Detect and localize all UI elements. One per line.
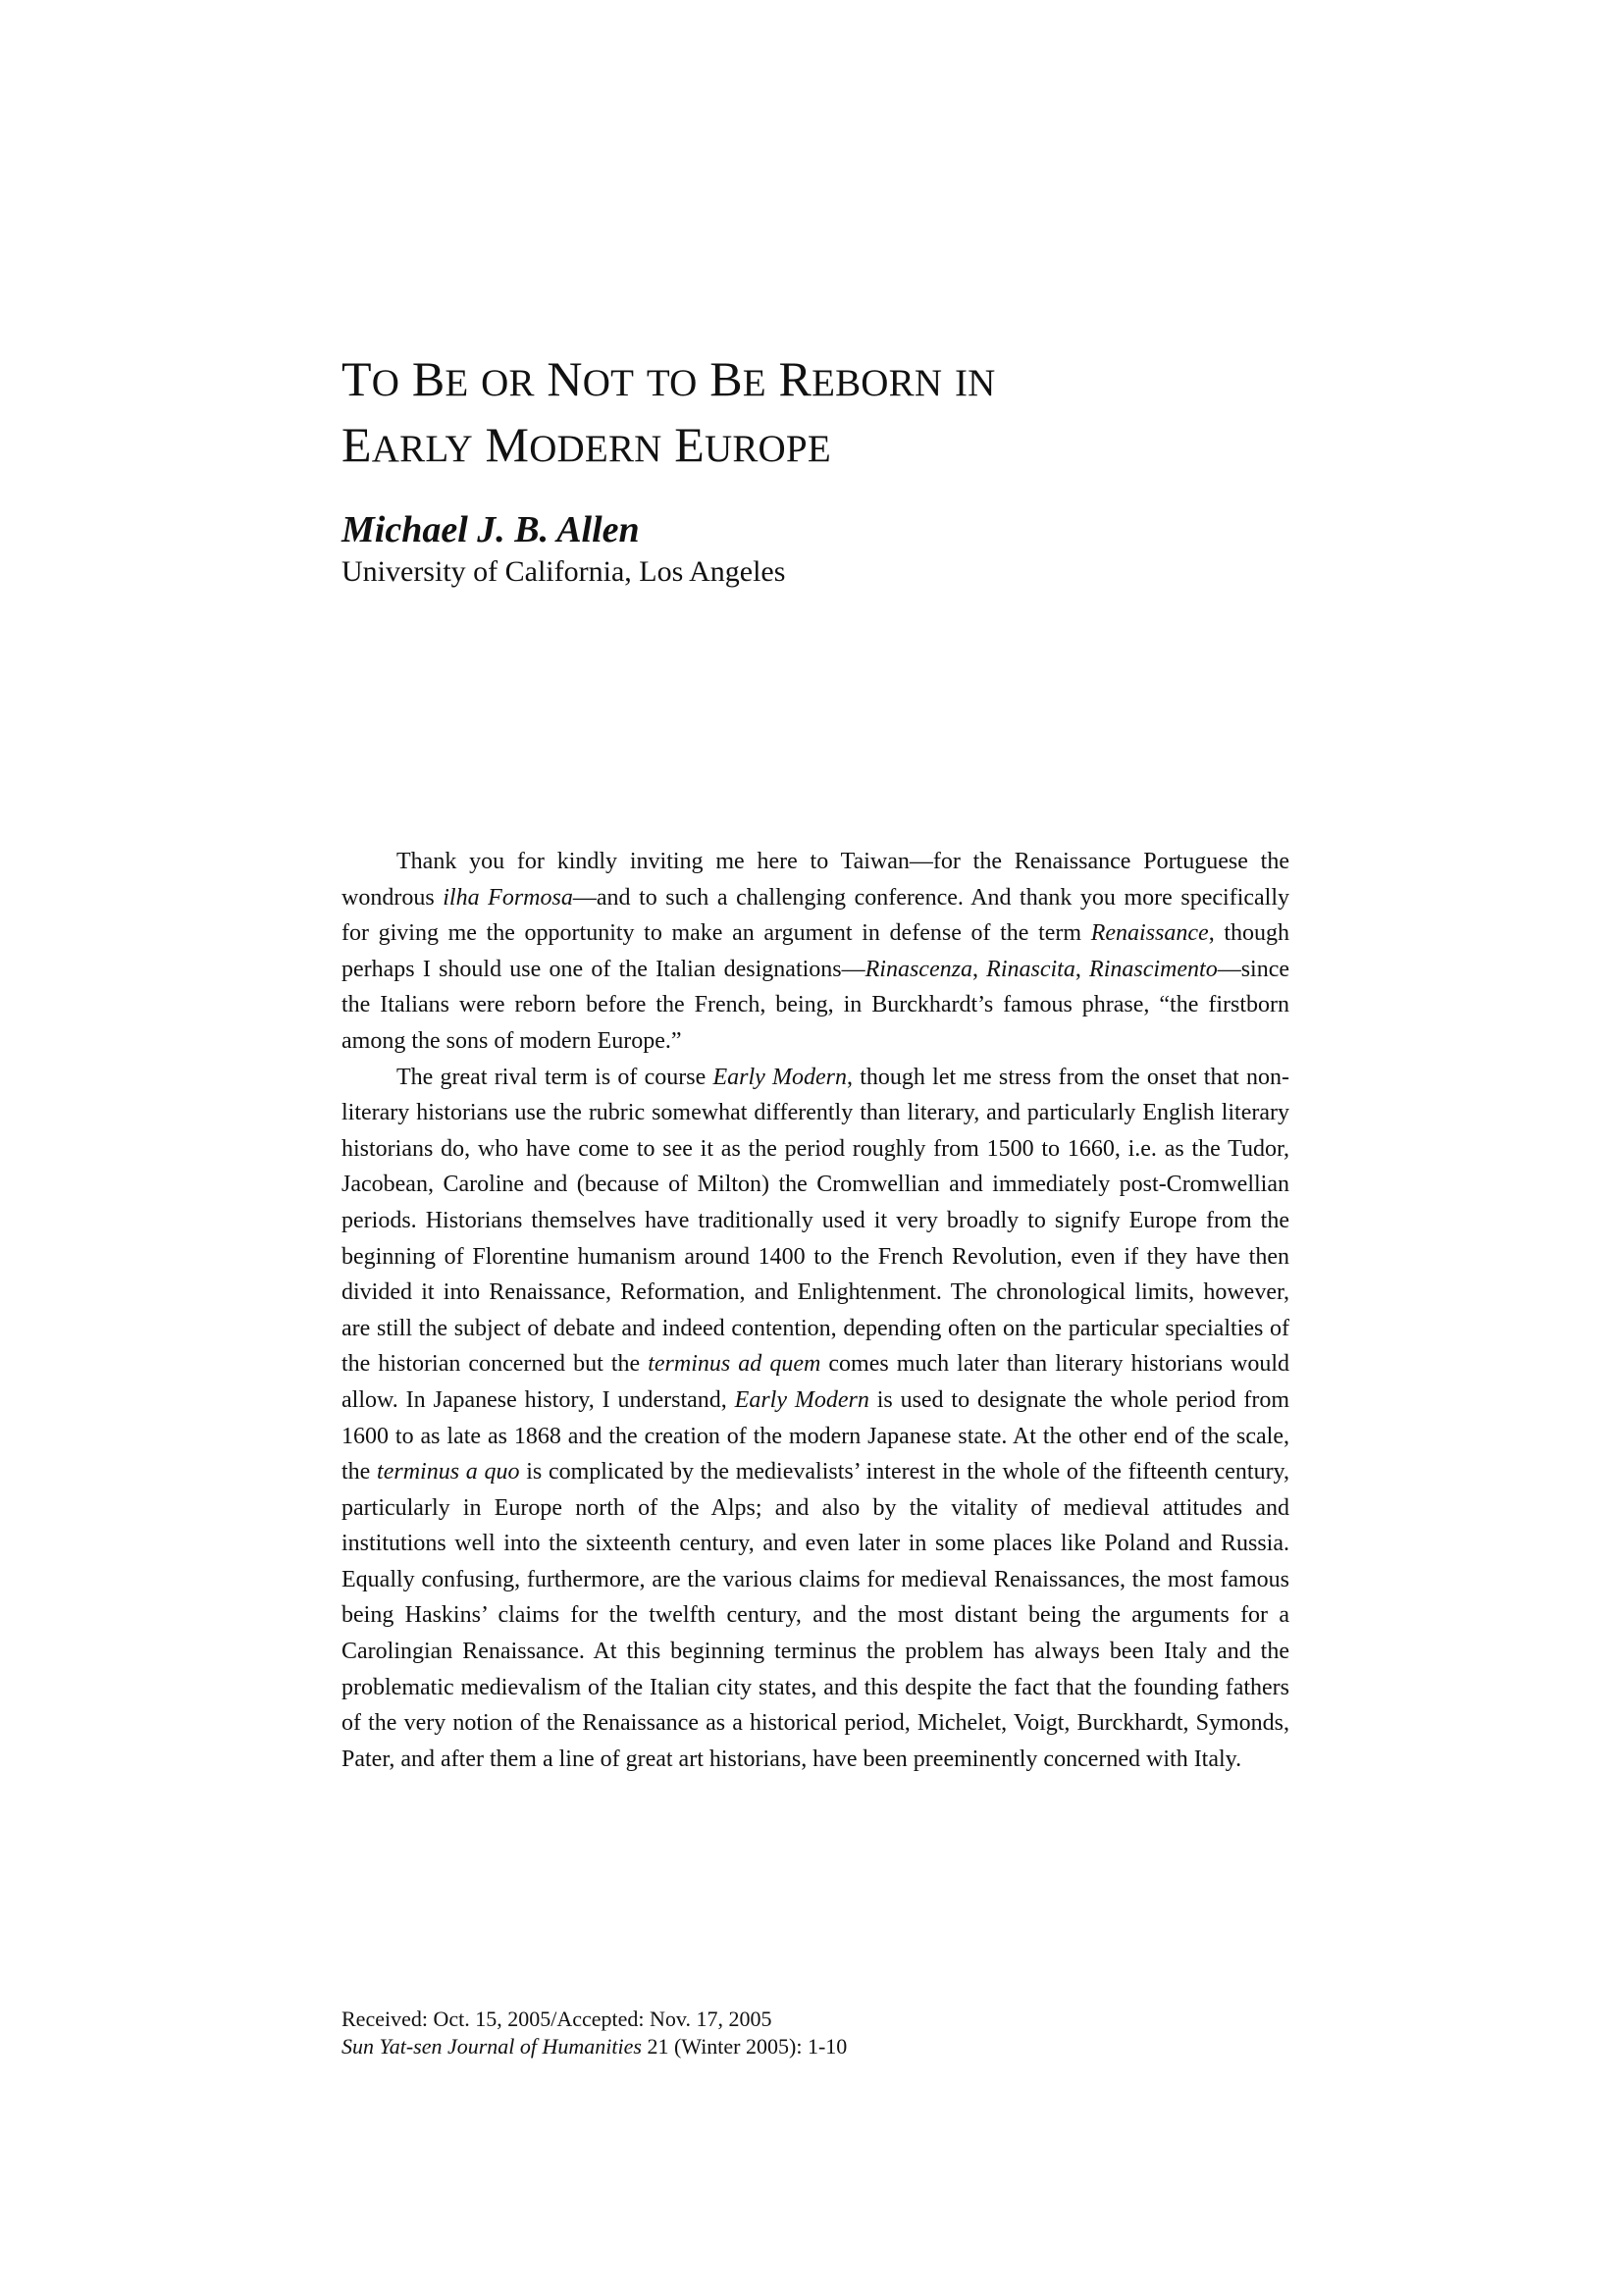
paragraph-1 bbox=[341, 844, 1289, 1060]
title-word: OT bbox=[582, 362, 635, 404]
italic-term: ilha Formosa bbox=[443, 884, 573, 911]
title-word: IN bbox=[954, 362, 996, 404]
italic-term: Rinascita bbox=[986, 956, 1075, 982]
title-word: B bbox=[709, 351, 743, 406]
text-run: —since the Italians were reborn before the French, being, in Burckhardt’s famous phrase, “the firstborn among the sons of modern Europe.” bbox=[341, 956, 1289, 1054]
citation-details: 21 (Winter 2005): 1-10 bbox=[641, 2034, 848, 2059]
article-body bbox=[341, 844, 1289, 1777]
title-word: E bbox=[341, 417, 372, 472]
text-run: , bbox=[971, 956, 987, 982]
title-line-2 bbox=[341, 414, 1323, 480]
text-run: is used to designate the whole period from 1600 to as late as 1868 and the creation of the modern Japanese state. At the other end of the scale, the bbox=[341, 1386, 1289, 1486]
publication-footnote bbox=[341, 2006, 847, 2060]
title-word: T bbox=[341, 351, 372, 406]
title-line-1 bbox=[341, 348, 1323, 414]
italic-term: Rinascimento bbox=[1089, 956, 1218, 982]
title-word: N bbox=[547, 351, 583, 406]
title-word: ODERN bbox=[529, 428, 662, 470]
italic-term: Early Modern bbox=[734, 1386, 869, 1413]
text-run: , bbox=[1074, 956, 1090, 982]
text-run: —and to such a challenging conference. And thank you more specifically for giving me the opportunity to make an argument in defense of the term bbox=[341, 884, 1289, 947]
title-word: E bbox=[674, 417, 705, 472]
title-word: R bbox=[778, 351, 812, 406]
title-word: EBORN bbox=[812, 362, 943, 404]
received-accepted-dates: Received: Oct. 15, 2005/Accepted: Nov. 17, 2005 bbox=[341, 2007, 772, 2031]
italic-term: Renaissance bbox=[1090, 920, 1209, 947]
title-word: E bbox=[445, 362, 469, 404]
italic-term: Rinascenza bbox=[864, 956, 972, 982]
title-word: O bbox=[371, 362, 400, 404]
author-name: Michael J. B. Allen bbox=[341, 509, 640, 550]
italic-term: terminus a quo bbox=[377, 1459, 520, 1486]
paragraph-2 bbox=[341, 1060, 1289, 1778]
title-word: OR bbox=[481, 362, 535, 404]
italic-term: Early Modern bbox=[712, 1064, 848, 1090]
title-word: UROPE bbox=[704, 428, 831, 470]
text-run: Thank you for kindly inviting me here to Taiwan—for the Renaissance Portuguese the wondrous bbox=[341, 849, 1289, 911]
article-title bbox=[341, 348, 1323, 480]
author-affiliation: University of California, Los Angeles bbox=[341, 555, 786, 588]
journal-name: Sun Yat-sen Journal of Humanities bbox=[341, 2034, 642, 2059]
title-word: ARLY bbox=[371, 428, 473, 470]
title-word: E bbox=[742, 362, 766, 404]
journal-citation bbox=[341, 2033, 847, 2060]
text-run: is complicated by the medievalists’ interest in the whole of the fifteenth century, particularly in Europe north of the Alps; and also by the vitality of medieval attitudes and institutions well into the sixteenth century, and even later in some places like Poland and Russia. Equally confusing, furthermore, are the various claims for medieval Renaissances, the most famous being Haskins’ claims for the twelfth century, and the most distant being the arguments for a Carolingian Renaissance. At this beginning terminus the problem has always been Italy and the problematic medievalism of the Italian city states, and this despite the fact that the founding fathers of the very notion of the Renaissance as a historical period, Michelet, Voigt, Burckhardt, Symonds, Pater, and after them a line of great art historians, have been preeminently concerned with Italy. bbox=[341, 1459, 1289, 1772]
text-run: , though let me stress from the onset that non-literary historians use the rubric somewhat differently than literary, and particularly English literary historians do, who have come to see it as the period roughly from 1500 to 1660, i.e. as the Tudor, Jacobean, Caroline and (because of Milton) the Cromwellian and immediately post-Cromwellian periods. Historians themselves have traditionally used it very broadly to signify Europe from the beginning of Florentine humanism around 1400 to the French Revolution, even if they have then divided it into Renaissance, Reformation, and Enlightenment. The chronological limits, however, are still the subject of debate and indeed contention, depending often on the particular specialties of the historian concerned but the bbox=[341, 1064, 1290, 1378]
title-word: M bbox=[485, 417, 530, 472]
title-word: TO bbox=[646, 362, 698, 404]
italic-term: terminus ad quem bbox=[648, 1351, 821, 1378]
text-run: , though perhaps I should use one of the Italian designations— bbox=[341, 920, 1289, 982]
text-run: comes much later than literary historians would allow. In Japanese history, I understand, bbox=[341, 1351, 1289, 1413]
text-run: The great rival term is of course bbox=[396, 1064, 713, 1090]
title-word: B bbox=[411, 351, 445, 406]
